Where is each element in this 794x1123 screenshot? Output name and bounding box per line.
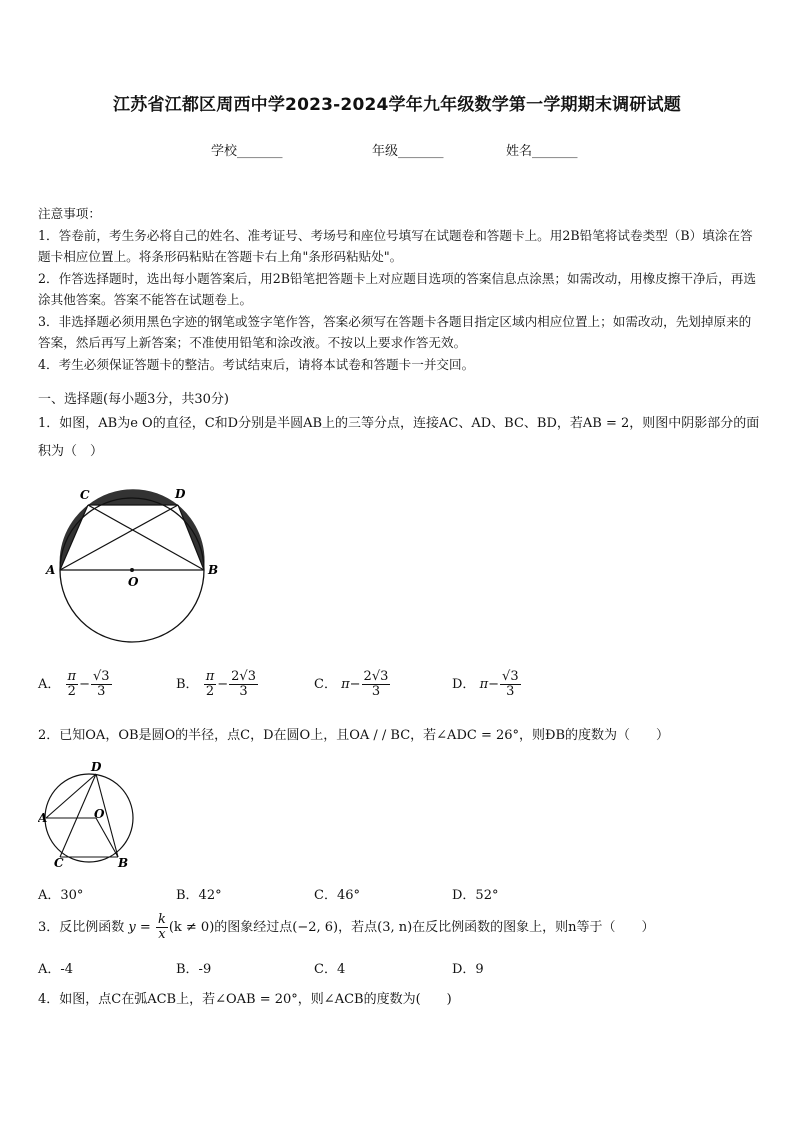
section-heading: 一、选择题(每小题3分，共30分) — [38, 392, 229, 407]
name-field: 姓名_______ — [506, 144, 578, 159]
label-b: B — [208, 563, 219, 577]
q2-option-c: C．46° — [314, 888, 360, 903]
label-b2: B — [118, 856, 129, 870]
notice-item-2: 2．作答选择题时，选出每小题答案后，用2B铅笔把答题卡上对应题目选项的答案信息点涂黑；如需改动，用橡皮擦干净后，再选涂其他答案。答案不能答在试题卷上。 — [38, 270, 756, 307]
q1-option-d: D． π− $\frac{√3}{3}$ — [452, 669, 519, 699]
label-a2: A — [38, 811, 48, 825]
school-field: 学校_______ — [211, 144, 283, 159]
page-title: 江苏省江都区周西中学2023-2024学年九年级数学第一学期期末调研试题 — [113, 95, 681, 115]
notice-block — [38, 203, 760, 375]
label-d: D — [175, 487, 186, 501]
question-2-text: 2．已知OA，OB是圆O的半径，点C，D在圆O上，且OA / / BC，若∠ADC = 26°，则ÐB的度数为（ ） — [38, 728, 670, 743]
q3-option-a: A．-4 — [38, 962, 74, 977]
q1-option-c: C． π− $\frac{2√3}{3}$ — [314, 669, 389, 699]
notice-item-3: 3．非选择题必须用黑色字迹的钢笔或签字笔作答，答案必须写在答题卡各题目指定区域内相应位置上；如需改动，先划掉原来的答案，然后再写上新答案；不准使用铅笔和涂改液。不按以上要求作答无效。 — [38, 313, 752, 350]
q2-option-b: B．42° — [176, 888, 222, 903]
question-2-figure — [38, 760, 138, 870]
q3-option-c: C．4 — [314, 962, 346, 977]
label-c2: C — [54, 856, 64, 870]
center-point — [130, 568, 134, 572]
notice-item-1: 1．答卷前，考生务必将自己的姓名、准考证号、考场号和座位号填写在试题卷和答题卡上。用2B铅笔将试卷类型（B）填涂在答题卡相应位置上。将条形码粘贴在答题卡右上角"条形码粘贴处"。 — [38, 227, 753, 264]
q1-option-b: B． $\frac{\pi}{2}$ − $\frac{2√3}{3}$ — [176, 669, 256, 699]
label-o2: O — [94, 807, 105, 821]
label-d2: D — [91, 760, 102, 774]
chord-cd — [60, 774, 96, 857]
q2-option-a: A．30° — [38, 888, 84, 903]
q1-option-a: A． $\frac{\pi}{2}$ − $\frac{√3}{3}$ — [38, 669, 110, 699]
label-c: C — [80, 488, 90, 502]
question-1-figure — [40, 480, 230, 650]
label-a: A — [46, 563, 56, 577]
shaded-segment-cd — [88, 489, 178, 505]
q3-option-d: D．9 — [452, 962, 484, 977]
question-3-text: 3．反比例函数 y = $\frac{k}{x}$ (k ≠ 0)的图象经过点(−2, 6)，若点(3, n)在反比例函数的图象上，则n等于（ ） — [38, 912, 655, 942]
notice-heading: 注意事项： — [38, 206, 101, 221]
grade-field: 年级_______ — [372, 144, 444, 159]
q3-option-b: B．-9 — [176, 962, 212, 977]
notice-item-4: 4．考生必须保证答题卡的整洁。考试结束后，请将本试卷和答题卡一并交回。 — [38, 356, 475, 372]
question-4-text: 4．如图，点C在弧ACB上，若∠OAB = 20°，则∠ACB的度数为( ) — [38, 992, 452, 1007]
label-o: O — [128, 575, 139, 589]
radius-ob — [96, 818, 118, 857]
question-1-text: 1．如图，AB为e O的直径，C和D分别是半圆AB上的三等分点，连接AC、AD、BC、BD，若AB = 2，则图中阴影部分的面积为（ ） — [38, 416, 760, 459]
q2-option-d: D．52° — [452, 888, 499, 903]
chord-ad — [46, 774, 96, 818]
